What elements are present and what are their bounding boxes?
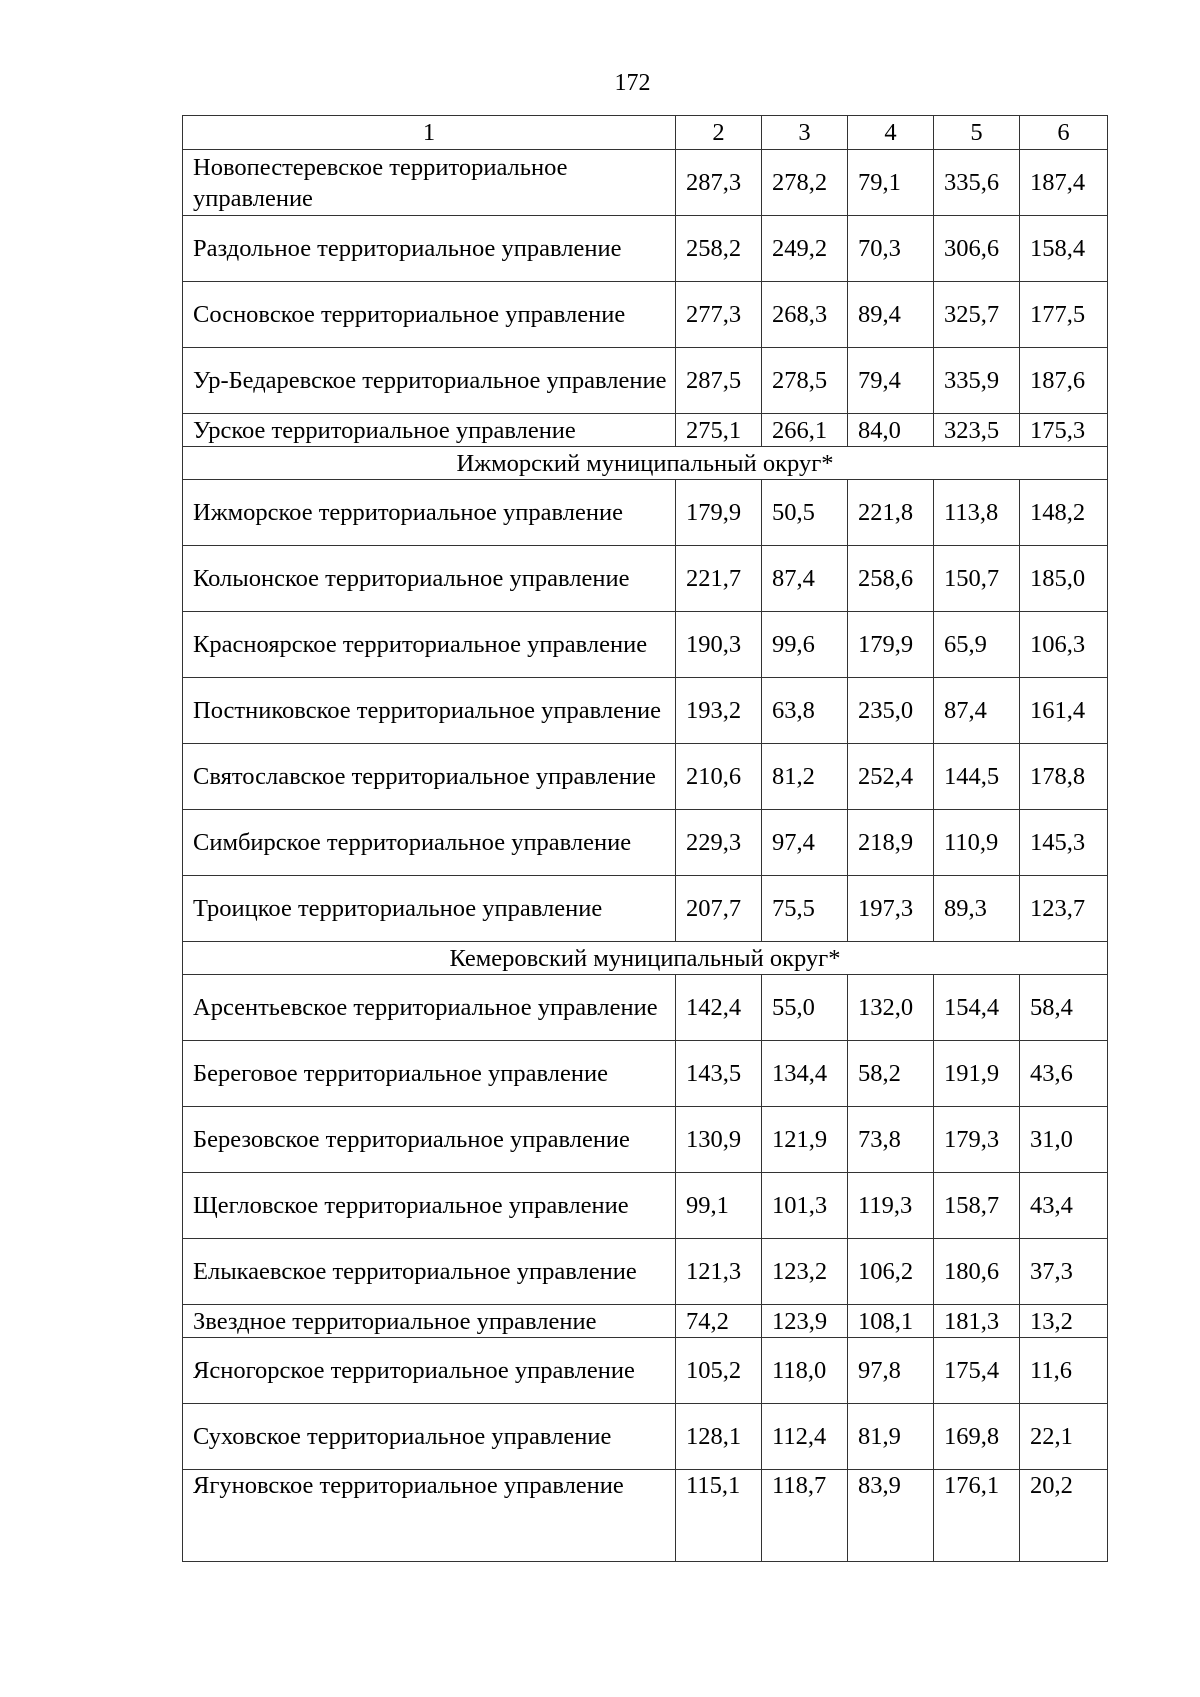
value-cell-col-5: 335,9 <box>934 348 1020 414</box>
table-row <box>183 1470 1108 1562</box>
territory-name-cell: Щегловское территориальное управление <box>183 1173 676 1239</box>
section-header-row <box>183 942 1108 975</box>
value-cell-col-3: 266,1 <box>762 414 848 447</box>
value-cell-col-6: 185,0 <box>1020 546 1108 612</box>
value-cell-col-5: 175,4 <box>934 1338 1020 1404</box>
value-cell-col-5: 150,7 <box>934 546 1020 612</box>
value-cell-col-4: 235,0 <box>848 678 934 744</box>
territory-name-cell: Троицкое территориальное управление <box>183 876 676 942</box>
value-cell-col-6: 148,2 <box>1020 480 1108 546</box>
value-cell-col-2: 128,1 <box>676 1404 762 1470</box>
value-cell-col-3: 249,2 <box>762 216 848 282</box>
value-cell-col-4: 252,4 <box>848 744 934 810</box>
table-row <box>183 1338 1108 1404</box>
value-cell-col-5: 306,6 <box>934 216 1020 282</box>
table-row <box>183 1305 1108 1338</box>
column-header: 1 <box>183 116 676 150</box>
value-cell-col-6: 43,4 <box>1020 1173 1108 1239</box>
value-cell-col-2: 142,4 <box>676 975 762 1041</box>
value-cell-col-5: 144,5 <box>934 744 1020 810</box>
territory-name-cell: Ур-Бедаревское территориальное управление <box>183 348 676 414</box>
value-cell-col-2: 115,1 <box>676 1470 762 1562</box>
value-cell-col-6: 11,6 <box>1020 1338 1108 1404</box>
value-cell-col-5: 180,6 <box>934 1239 1020 1305</box>
value-cell-col-2: 221,7 <box>676 546 762 612</box>
column-header: 3 <box>762 116 848 150</box>
value-cell-col-6: 106,3 <box>1020 612 1108 678</box>
data-table <box>182 115 1108 1562</box>
value-cell-col-5: 181,3 <box>934 1305 1020 1338</box>
value-cell-col-2: 229,3 <box>676 810 762 876</box>
table-row <box>183 975 1108 1041</box>
value-cell-col-6: 37,3 <box>1020 1239 1108 1305</box>
table-row <box>183 282 1108 348</box>
territory-name-cell: Ягуновское территориальное управление <box>183 1470 676 1562</box>
table-row <box>183 546 1108 612</box>
value-cell-col-4: 179,9 <box>848 612 934 678</box>
column-header: 6 <box>1020 116 1108 150</box>
table-row <box>183 1107 1108 1173</box>
table-row <box>183 1404 1108 1470</box>
value-cell-col-3: 75,5 <box>762 876 848 942</box>
table-row <box>183 150 1108 216</box>
value-cell-col-6: 187,4 <box>1020 150 1108 216</box>
territory-name-cell: Ясногорское территориальное управление <box>183 1338 676 1404</box>
value-cell-col-2: 190,3 <box>676 612 762 678</box>
territory-name-cell: Суховское территориальное управление <box>183 1404 676 1470</box>
value-cell-col-4: 79,1 <box>848 150 934 216</box>
value-cell-col-5: 113,8 <box>934 480 1020 546</box>
value-cell-col-2: 277,3 <box>676 282 762 348</box>
territory-name-cell: Березовское территориальное управление <box>183 1107 676 1173</box>
value-cell-col-4: 79,4 <box>848 348 934 414</box>
value-cell-col-2: 258,2 <box>676 216 762 282</box>
value-cell-col-4: 218,9 <box>848 810 934 876</box>
value-cell-col-3: 118,0 <box>762 1338 848 1404</box>
value-cell-col-4: 83,9 <box>848 1470 934 1562</box>
value-cell-col-5: 158,7 <box>934 1173 1020 1239</box>
value-cell-col-5: 87,4 <box>934 678 1020 744</box>
table-row <box>183 876 1108 942</box>
value-cell-col-3: 55,0 <box>762 975 848 1041</box>
territory-name-cell: Береговое территориальное управление <box>183 1041 676 1107</box>
territory-name-cell: Симбирское территориальное управление <box>183 810 676 876</box>
value-cell-col-4: 258,6 <box>848 546 934 612</box>
value-cell-col-3: 112,4 <box>762 1404 848 1470</box>
territory-name-cell: Святославское территориальное управление <box>183 744 676 810</box>
value-cell-col-4: 70,3 <box>848 216 934 282</box>
value-cell-col-4: 84,0 <box>848 414 934 447</box>
value-cell-col-3: 134,4 <box>762 1041 848 1107</box>
value-cell-col-5: 169,8 <box>934 1404 1020 1470</box>
value-cell-col-6: 187,6 <box>1020 348 1108 414</box>
value-cell-col-3: 123,2 <box>762 1239 848 1305</box>
table-row <box>183 1239 1108 1305</box>
value-cell-col-4: 97,8 <box>848 1338 934 1404</box>
value-cell-col-6: 58,4 <box>1020 975 1108 1041</box>
value-cell-col-6: 177,5 <box>1020 282 1108 348</box>
value-cell-col-5: 179,3 <box>934 1107 1020 1173</box>
territory-name-cell: Новопестеревское территориальное управление <box>183 150 676 216</box>
table-row <box>183 810 1108 876</box>
value-cell-col-3: 81,2 <box>762 744 848 810</box>
value-cell-col-5: 323,5 <box>934 414 1020 447</box>
value-cell-col-3: 63,8 <box>762 678 848 744</box>
territory-name-cell: Колыонское территориальное управление <box>183 546 676 612</box>
column-header: 4 <box>848 116 934 150</box>
column-header: 5 <box>934 116 1020 150</box>
section-header-row <box>183 447 1108 480</box>
territory-name-cell: Урское территориальное управление <box>183 414 676 447</box>
value-cell-col-3: 268,3 <box>762 282 848 348</box>
table-row <box>183 1173 1108 1239</box>
value-cell-col-3: 278,2 <box>762 150 848 216</box>
table-row <box>183 1041 1108 1107</box>
value-cell-col-4: 81,9 <box>848 1404 934 1470</box>
value-cell-col-4: 73,8 <box>848 1107 934 1173</box>
table-row <box>183 414 1108 447</box>
value-cell-col-3: 118,7 <box>762 1470 848 1562</box>
table-row <box>183 348 1108 414</box>
value-cell-col-6: 161,4 <box>1020 678 1108 744</box>
value-cell-col-3: 97,4 <box>762 810 848 876</box>
value-cell-col-6: 13,2 <box>1020 1305 1108 1338</box>
value-cell-col-5: 110,9 <box>934 810 1020 876</box>
table-row <box>183 480 1108 546</box>
value-cell-col-6: 22,1 <box>1020 1404 1108 1470</box>
value-cell-col-2: 275,1 <box>676 414 762 447</box>
value-cell-col-5: 89,3 <box>934 876 1020 942</box>
table-row <box>183 216 1108 282</box>
territory-name-cell: Постниковское территориальное управление <box>183 678 676 744</box>
value-cell-col-4: 108,1 <box>848 1305 934 1338</box>
value-cell-col-5: 176,1 <box>934 1470 1020 1562</box>
page-number: 172 <box>614 70 651 96</box>
value-cell-col-6: 158,4 <box>1020 216 1108 282</box>
table-row <box>183 678 1108 744</box>
column-header: 2 <box>676 116 762 150</box>
value-cell-col-2: 287,5 <box>676 348 762 414</box>
territory-name-cell: Сосновское территориальное управление <box>183 282 676 348</box>
value-cell-col-2: 74,2 <box>676 1305 762 1338</box>
value-cell-col-4: 58,2 <box>848 1041 934 1107</box>
value-cell-col-4: 119,3 <box>848 1173 934 1239</box>
value-cell-col-3: 121,9 <box>762 1107 848 1173</box>
table-row <box>183 744 1108 810</box>
table-header-row <box>183 116 1108 150</box>
value-cell-col-2: 130,9 <box>676 1107 762 1173</box>
value-cell-col-4: 197,3 <box>848 876 934 942</box>
territory-name-cell: Раздольное территориальное управление <box>183 216 676 282</box>
value-cell-col-2: 287,3 <box>676 150 762 216</box>
value-cell-col-2: 121,3 <box>676 1239 762 1305</box>
value-cell-col-2: 99,1 <box>676 1173 762 1239</box>
value-cell-col-4: 89,4 <box>848 282 934 348</box>
value-cell-col-3: 278,5 <box>762 348 848 414</box>
value-cell-col-2: 143,5 <box>676 1041 762 1107</box>
value-cell-col-4: 221,8 <box>848 480 934 546</box>
value-cell-col-2: 210,6 <box>676 744 762 810</box>
section-title: Кемеровский муниципальный округ* <box>183 942 1108 975</box>
value-cell-col-5: 335,6 <box>934 150 1020 216</box>
value-cell-col-2: 207,7 <box>676 876 762 942</box>
table-row <box>183 612 1108 678</box>
territory-name-cell: Ижморское территориальное управление <box>183 480 676 546</box>
territory-name-cell: Елыкаевское территориальное управление <box>183 1239 676 1305</box>
value-cell-col-4: 106,2 <box>848 1239 934 1305</box>
value-cell-col-4: 132,0 <box>848 975 934 1041</box>
value-cell-col-6: 175,3 <box>1020 414 1108 447</box>
value-cell-col-3: 99,6 <box>762 612 848 678</box>
territory-name-cell: Красноярское территориальное управление <box>183 612 676 678</box>
value-cell-col-3: 123,9 <box>762 1305 848 1338</box>
value-cell-col-3: 50,5 <box>762 480 848 546</box>
value-cell-col-2: 105,2 <box>676 1338 762 1404</box>
value-cell-col-6: 178,8 <box>1020 744 1108 810</box>
value-cell-col-6: 123,7 <box>1020 876 1108 942</box>
value-cell-col-6: 20,2 <box>1020 1470 1108 1562</box>
territory-name-cell: Звездное территориальное управление <box>183 1305 676 1338</box>
value-cell-col-2: 193,2 <box>676 678 762 744</box>
value-cell-col-3: 87,4 <box>762 546 848 612</box>
value-cell-col-2: 179,9 <box>676 480 762 546</box>
value-cell-col-5: 154,4 <box>934 975 1020 1041</box>
section-title: Ижморский муниципальный округ* <box>183 447 1108 480</box>
value-cell-col-5: 325,7 <box>934 282 1020 348</box>
territory-name-cell: Арсентьевское территориальное управление <box>183 975 676 1041</box>
value-cell-col-5: 191,9 <box>934 1041 1020 1107</box>
value-cell-col-6: 43,6 <box>1020 1041 1108 1107</box>
value-cell-col-5: 65,9 <box>934 612 1020 678</box>
value-cell-col-6: 145,3 <box>1020 810 1108 876</box>
value-cell-col-6: 31,0 <box>1020 1107 1108 1173</box>
value-cell-col-3: 101,3 <box>762 1173 848 1239</box>
